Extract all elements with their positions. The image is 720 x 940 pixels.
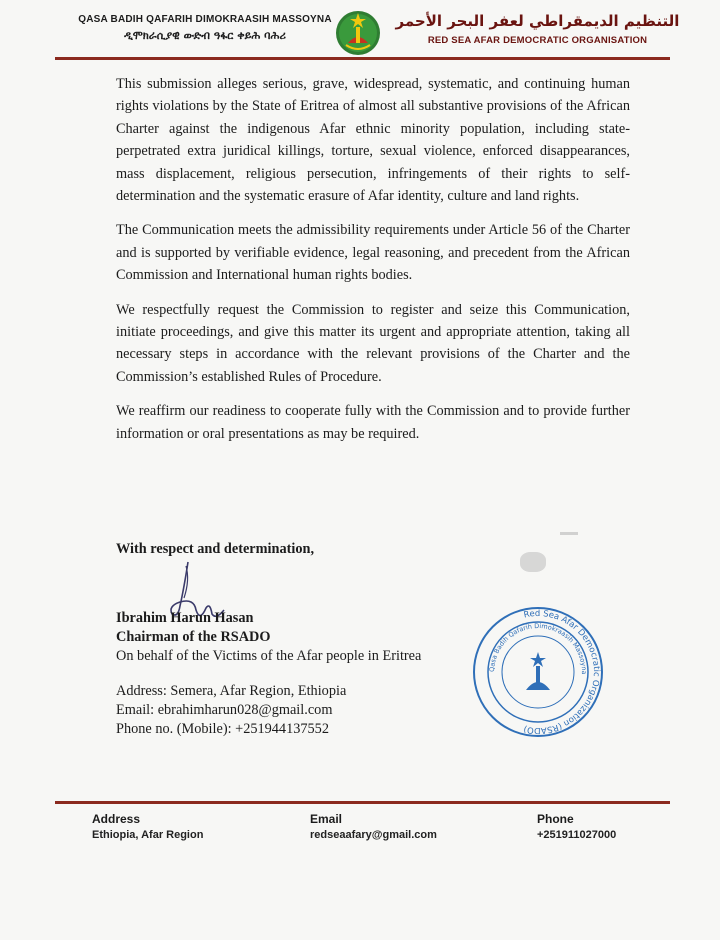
closing-salutation: With respect and determination, <box>116 541 315 557</box>
contact-email: Email: ebrahimharun028@gmail.com <box>116 702 333 718</box>
paragraph-admissibility: The Communication meets the admissibility requirements under Article 56 of the Charter and is supported by verifiable evidence, legal reasoning, and precedent from the African Commission and International human rights bodies. <box>116 222 630 284</box>
page-smudge <box>520 552 546 572</box>
footer-email <box>310 812 437 841</box>
signatory-name: Ibrahim Harun Hasan <box>116 610 254 626</box>
footer-email-label: Email <box>310 812 343 826</box>
footer-address <box>92 812 203 841</box>
signatory-block <box>116 609 421 666</box>
header-divider <box>55 57 670 60</box>
footer-address-value: Ethiopia, Afar Region <box>92 829 204 841</box>
svg-text:Red Sea Afar Democratic Organi: Red Sea Afar Democratic Organization (RSADO) <box>522 608 602 736</box>
footer-address-label: Address <box>92 812 141 826</box>
header-left <box>60 14 350 43</box>
page-smudge <box>560 532 578 535</box>
organisation-logo-icon <box>334 9 382 57</box>
header-english-name: RED SEA AFAR DEMOCRATIC ORGANISATION <box>427 35 648 46</box>
footer-phone <box>537 812 616 841</box>
contact-phone: Phone no. (Mobile): +251944137552 <box>116 721 329 737</box>
organisation-stamp <box>470 604 606 740</box>
svg-text:Qasa Badih Qafarih Dimokraasih: Qasa Badih Qafarih Dimokraasih Massoyna <box>487 621 589 675</box>
paragraph-request: We respectfully request the Commission to register and seize this Communication, initiate proceedings, and give this matter its urgent and appropriate attention, taking all necessary steps in accordance with the relevant provisions of the Charter and the Commission’s established Rules of Procedure. <box>116 301 630 385</box>
contact-address: Address: Semera, Afar Region, Ethiopia <box>116 683 347 699</box>
header-afar-name: QASA BADIH QAFARIH DIMOKRAASIH MASSOYNA <box>78 14 332 25</box>
contact-block <box>116 682 346 739</box>
header-arabic-name: التنظيم الديمقراطي لعفر البحر الأحمر <box>395 12 680 30</box>
letter-body <box>116 73 630 457</box>
header-right <box>395 12 680 46</box>
paragraph-allegations: This submission alleges serious, grave, widespread, systematic, and continuing human rights violations by the State of Eritrea of almost all substantive provisions of the African Charter against the indigenous Afar ethnic minority population, including state-perpetrated extra juridical killings, torture, sexual violence, enforced disappearances, mass displacement, religious persecution, infringements of their rights to self-determination and the systematic erasure of Afar identity, culture and land rights. <box>116 76 630 205</box>
signatory-behalf: On behalf of the Victims of the Afar people in Eritrea <box>116 648 422 664</box>
header-tigrinya-name: ዲሞክራሲያዊ ውድብ ዓፋር ቀይሕ ባሕሪ <box>124 29 286 42</box>
footer-phone-label: Phone <box>537 812 574 826</box>
signatory-title: Chairman of the RSADO <box>116 629 271 645</box>
paragraph-cooperation: We reaffirm our readiness to cooperate fully with the Commission and to provide further information or oral presentations as may be required. <box>116 403 630 442</box>
footer-divider <box>55 801 670 804</box>
footer-phone-value: +251911027000 <box>537 829 617 841</box>
footer-email-value: redseaafary@gmail.com <box>310 829 437 841</box>
